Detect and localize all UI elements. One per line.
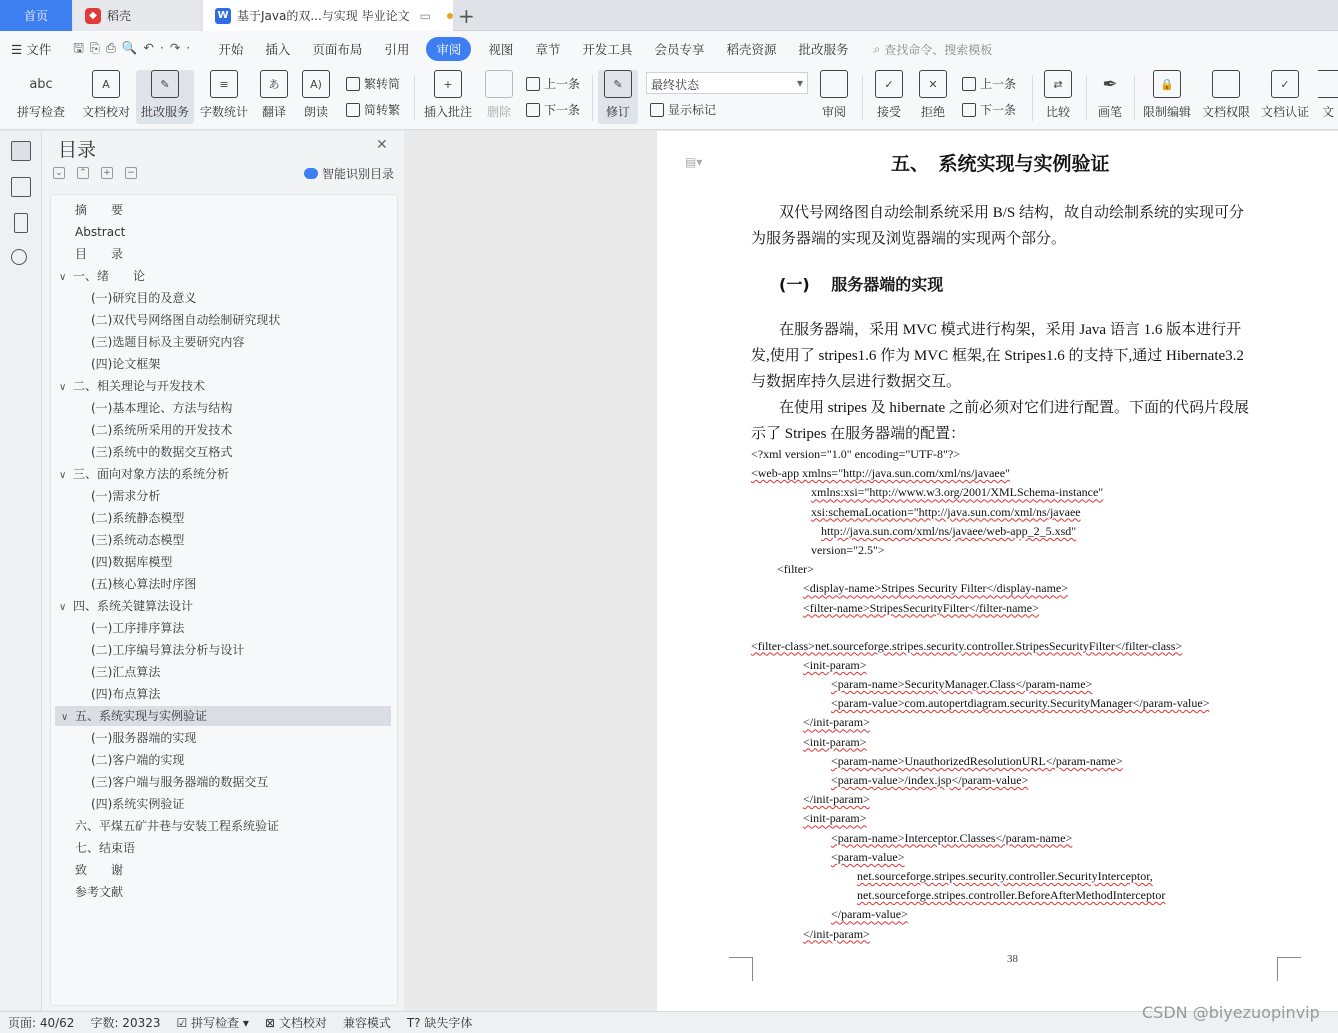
- toc-item[interactable]: [91, 332, 244, 352]
- toc-item[interactable]: [75, 816, 279, 836]
- toc-item-label: (四)布点算法: [91, 687, 161, 701]
- code-line: <init-param>: [803, 657, 867, 672]
- ribbon-divider: [1134, 75, 1135, 121]
- next-comment-icon: [526, 103, 540, 117]
- spell-check-label: 拼写检查: [16, 105, 65, 119]
- read-aloud-label: 朗读: [303, 105, 328, 119]
- trad-simp-icon: [346, 77, 360, 91]
- toc-item-label: (一)需求分析: [91, 489, 161, 503]
- chevron-down-icon[interactable]: ∨: [61, 712, 69, 723]
- review-service-icon: ✎: [151, 70, 179, 98]
- toc-pane: [42, 131, 404, 1011]
- spell-check-status-label: 拼写检查: [191, 1016, 240, 1030]
- command-search[interactable]: [873, 41, 992, 58]
- toc-item[interactable]: [75, 244, 123, 264]
- tab-document-label: 基于Java的双...与实现 毕业论文: [237, 9, 410, 23]
- watermark: CSDN @biyezuopinvip: [1142, 1003, 1320, 1022]
- code-line: xsi:schemaLocation="http://java.sun.com/xml/ns/javaee: [811, 504, 1081, 519]
- toc-item-label: 三、面向对象方法的系统分析: [73, 467, 230, 481]
- prev-change-button[interactable]: [962, 75, 1016, 92]
- insert-comment-button[interactable]: [422, 70, 474, 124]
- paragraph-line: 与数据库持久层进行数据交互。: [751, 374, 962, 390]
- toc-item-label: 一、绪 论: [73, 269, 146, 283]
- toc-item-label: (三)系统中的数据交互格式: [91, 445, 233, 459]
- missing-font-label: 缺失字体: [424, 1016, 473, 1030]
- restrict-edit-label: 限制编辑: [1142, 105, 1191, 119]
- prev-change-label: 上一条: [980, 77, 1017, 91]
- menu-view[interactable]: 视图: [488, 42, 514, 57]
- toc-item-label: 六、平煤五矿井巷与安装工程系统验证: [75, 819, 280, 833]
- menu-file-label: 文件: [26, 42, 52, 57]
- accept-label: 接受: [876, 105, 901, 119]
- menu-review-service[interactable]: 批改服务: [798, 42, 849, 57]
- daoke-logo-icon: ◆: [85, 8, 101, 24]
- ribbon-divider: [1032, 75, 1033, 121]
- ribbon-divider: [1086, 75, 1087, 121]
- remove-level-icon[interactable]: −: [125, 167, 137, 179]
- menu-bar: [0, 31, 1338, 67]
- simp-to-trad-button[interactable]: [346, 101, 400, 118]
- doc-cert-label: 文档认证: [1260, 105, 1309, 119]
- smart-toc-icon: [304, 168, 318, 179]
- toc-item-label: (二)工序编号算法分析与设计: [91, 643, 245, 657]
- tab-home-label: 首页: [23, 9, 48, 23]
- toc-item[interactable]: [91, 486, 160, 506]
- code-line: <filter>: [777, 562, 814, 577]
- code-line: <display-name>Stripes Security Filter</display-name>: [803, 581, 1069, 596]
- compare-button[interactable]: [1038, 70, 1078, 124]
- compat-mode: 兼容模式: [342, 1016, 391, 1030]
- more-icon: [1318, 70, 1338, 98]
- more-label: 文: [1321, 105, 1334, 119]
- page-options-icon[interactable]: ▤▾: [685, 155, 703, 169]
- toc-item[interactable]: [91, 750, 184, 770]
- code-line: <init-param>: [803, 734, 867, 749]
- prev-change-icon: [962, 77, 976, 91]
- toc-item[interactable]: [59, 266, 145, 286]
- tab-daoke-label: 稻壳: [107, 9, 132, 23]
- translate-button[interactable]: [254, 70, 294, 124]
- more-button[interactable]: [1318, 70, 1338, 124]
- unsaved-dot-icon: [447, 13, 453, 19]
- revise-icon: ✎: [604, 70, 632, 98]
- translate-label: 翻译: [261, 105, 286, 119]
- quick-access-icons[interactable]: 🖫⎘⎙🔍↶·↷·: [73, 39, 197, 55]
- toc-item[interactable]: [91, 618, 184, 638]
- spell-check-status[interactable]: ☑ 拼写检查 ▾: [176, 1016, 249, 1030]
- toc-item-label: (三)选题目标及主要研究内容: [91, 335, 245, 349]
- toc-item-label: (一)研究目的及意义: [91, 291, 197, 305]
- page-number: 38: [1007, 953, 1018, 965]
- code-line: <param-value>com.autopertdiagram.security.SecurityManager</param-value>: [831, 696, 1210, 711]
- doc-check-status[interactable]: ⊠ 文档校对: [264, 1016, 327, 1030]
- search-icon: ⌕: [873, 41, 881, 56]
- new-tab-icon[interactable]: +: [458, 4, 475, 28]
- code-line: <init-param>: [803, 811, 867, 826]
- revise-label: 修订: [605, 105, 630, 119]
- prev-comment-button[interactable]: [526, 75, 580, 92]
- doc-cert-icon: ✓: [1271, 70, 1299, 98]
- doc-rights-icon: [1212, 70, 1240, 98]
- reject-label: 拒绝: [920, 105, 945, 119]
- screen-icon[interactable]: ▭: [419, 8, 431, 23]
- code-line: <?xml version="1.0" encoding="UTF-8"?>: [751, 447, 960, 461]
- status-bar: [0, 1011, 1338, 1033]
- delete-comment-label: 删除: [486, 105, 511, 119]
- toc-item-label: (四)系统实例验证: [91, 797, 185, 811]
- toc-item-label: (一)基本理论、方法与结构: [91, 401, 233, 415]
- review-pane-button[interactable]: [814, 70, 854, 124]
- code-line: <filter-name>StripesSecurityFilter</filter-name>: [803, 600, 1039, 615]
- accept-icon: ✓: [875, 70, 903, 98]
- ribbon-divider: [862, 75, 863, 121]
- toc-item-label: (二)系统所采用的开发技术: [91, 423, 233, 437]
- chevron-down-icon: ▾: [796, 76, 803, 90]
- reject-button[interactable]: [914, 70, 952, 124]
- code-line: <web-app xmlns="http://java.sun.com/xml/ns/javaee": [751, 466, 1010, 481]
- code-line: <param-name>SecurityManager.Class</param-name>: [831, 677, 1093, 691]
- search-icon[interactable]: [11, 249, 27, 265]
- paragraph-line: 在使用 stripes 及 hibernate 之前必须对它们进行配置。下面的代码片段展: [779, 400, 1249, 416]
- word-count-indicator[interactable]: 字数: 20323: [90, 1016, 161, 1030]
- code-line: net.sourceforge.stripes.controller.BeforeAfterMethodInterceptor: [857, 888, 1166, 903]
- insert-comment-icon: +: [434, 70, 462, 98]
- insert-comment-label: 插入批注: [423, 105, 472, 119]
- toc-item[interactable]: [75, 200, 123, 220]
- toc-item[interactable]: [75, 222, 125, 242]
- toc-item-label: Abstract: [75, 225, 126, 239]
- code-line: <filter-class>net.sourceforge.stripes.security.controller.StripesSecurityFilter</filter-class>: [751, 638, 1183, 653]
- toc-item-label: (四)数据库模型: [91, 555, 173, 569]
- toc-item[interactable]: [91, 662, 160, 682]
- review-service-label: 批改服务: [140, 105, 189, 119]
- toc-item[interactable]: [55, 706, 391, 726]
- toc-title: 目录: [58, 139, 97, 161]
- toc-item-label: 致 谢: [75, 863, 124, 877]
- code-line: </init-param>: [803, 792, 870, 807]
- paragraph-line: 为服务器端的实现及浏览器端的实现两个部分。: [751, 231, 1067, 247]
- toc-item-label: (三)汇点算法: [91, 665, 161, 679]
- toc-item-label: 四、系统关键算法设计: [73, 599, 194, 613]
- writer-logo-icon: W: [215, 8, 231, 24]
- pen-button[interactable]: [1092, 70, 1128, 124]
- toc-item-label: (四)论文框架: [91, 357, 161, 371]
- restrict-edit-button[interactable]: [1140, 70, 1194, 124]
- toc-item-label: 七、结束语: [75, 841, 136, 855]
- toc-item[interactable]: [91, 310, 280, 330]
- reject-icon: ✕: [919, 70, 947, 98]
- word-count-icon: ≡: [210, 70, 238, 98]
- code-line: version="2.5">: [811, 543, 885, 557]
- toc-item-label: (五)核心算法时序图: [91, 577, 197, 591]
- subsection-heading: (一) 服务器端的实现: [779, 275, 944, 294]
- doc-check-label: 文档校对: [81, 105, 130, 119]
- revise-button[interactable]: [598, 70, 638, 124]
- next-comment-button[interactable]: [526, 101, 580, 118]
- toc-item[interactable]: [91, 530, 184, 550]
- toc-item[interactable]: [91, 794, 184, 814]
- page-indicator[interactable]: 页面: 40/62: [8, 1016, 75, 1030]
- code-line: <param-name>UnauthorizedResolutionURL</param-name>: [831, 753, 1123, 768]
- simp-trad-icon: [346, 103, 360, 117]
- doc-check-icon: A: [92, 70, 120, 98]
- toc-item-label: 摘 要: [75, 203, 124, 217]
- toc-item-label: 五、系统实现与实例验证: [75, 709, 208, 723]
- toc-item[interactable]: [75, 860, 123, 880]
- menu-dev-tools[interactable]: 开发工具: [582, 42, 633, 57]
- paragraph-line: 在服务器端，采用 MVC 模式进行构架，采用 Java 语言 1.6 版本进行开: [779, 322, 1242, 338]
- nav-rail: [0, 131, 42, 1011]
- smart-toc-button[interactable]: [304, 165, 394, 182]
- word-count-label: 字数统计: [199, 105, 248, 119]
- bookmark-icon[interactable]: [14, 213, 28, 233]
- delete-comment-icon: [485, 70, 513, 98]
- doc-cert-button[interactable]: [1258, 70, 1312, 124]
- abc-icon: abc: [29, 76, 53, 92]
- paragraph-line: 发,使用了 stripes1.6 作为 MVC 框架,在 Stripes1.6 的支持下,通过 Hibernate3.2: [751, 348, 1244, 364]
- final-state-select[interactable]: [646, 72, 808, 94]
- toc-item[interactable]: [91, 552, 172, 572]
- show-marks-label: 显示标记: [668, 103, 717, 117]
- menu-start[interactable]: 开始: [218, 42, 244, 57]
- show-marks-button[interactable]: [650, 101, 716, 118]
- section-heading: 五、 系统实现与实例验证: [891, 153, 1110, 175]
- toc-item-label: 参考文献: [75, 885, 124, 899]
- toc-item-label: (一)服务器端的实现: [91, 731, 197, 745]
- close-icon[interactable]: ✕: [376, 137, 388, 153]
- prev-comment-icon: [526, 77, 540, 91]
- next-change-icon: [962, 103, 976, 117]
- toc-item[interactable]: [75, 882, 123, 902]
- pen-label: 画笔: [1097, 105, 1122, 119]
- menu-file[interactable]: ☰ 文件: [11, 42, 52, 57]
- menu-reference[interactable]: 引用: [384, 42, 410, 57]
- code-line: xmlns:xsi="http://www.w3.org/2001/XMLSchema-instance": [811, 485, 1104, 500]
- chevron-down-icon[interactable]: ∨: [59, 272, 67, 283]
- code-line: http://java.sun.com/xml/ns/javaee/web-app_2_5.xsd": [821, 523, 1077, 538]
- doc-rights-button[interactable]: [1200, 70, 1252, 124]
- toc-item[interactable]: [91, 640, 244, 660]
- menu-review[interactable]: 审阅: [426, 37, 471, 61]
- next-comment-label: 下一条: [544, 103, 581, 117]
- show-marks-icon: [650, 103, 664, 117]
- title-bar: [0, 0, 1338, 31]
- toc-item-label: (二)客户端的实现: [91, 753, 185, 767]
- review-pane-icon: [820, 70, 848, 98]
- missing-font-status[interactable]: T? 缺失字体: [406, 1016, 473, 1030]
- chapter-icon[interactable]: [11, 177, 31, 197]
- trad-to-simp-label: 繁转简: [364, 77, 401, 91]
- code-line: <param-name>Interceptor.Classes</param-name>: [831, 830, 1073, 845]
- menu-insert[interactable]: 插入: [265, 42, 291, 57]
- paragraph-line: 双代号网络图自动绘制系统采用 B/S 结构，故自动绘制系统的实现可分: [779, 205, 1245, 221]
- compare-icon: ⇄: [1044, 70, 1072, 98]
- word-count-button[interactable]: [198, 70, 250, 124]
- code-line: </init-param>: [803, 715, 870, 730]
- toc-item[interactable]: [75, 838, 135, 858]
- document-page[interactable]: [657, 131, 1338, 1011]
- expand-up-icon[interactable]: ⌃: [77, 167, 89, 179]
- code-line: net.sourceforge.stripes.security.controller.SecurityInterceptor,: [857, 869, 1153, 883]
- final-state-value: 最终状态: [651, 78, 700, 92]
- toc-item[interactable]: [91, 574, 196, 594]
- code-line: <param-value>/index.jsp</param-value>: [831, 773, 1029, 787]
- translate-icon: あ: [260, 70, 288, 98]
- toc-item[interactable]: [91, 354, 160, 374]
- tab-document[interactable]: [203, 0, 453, 31]
- pen-icon: ✒: [1102, 73, 1118, 95]
- tab-home[interactable]: [0, 0, 72, 31]
- toc-item-label: (一)工序排序算法: [91, 621, 185, 635]
- toc-item[interactable]: [59, 464, 229, 484]
- chevron-down-icon[interactable]: ∨: [59, 470, 67, 481]
- page-corner-mark: [1277, 957, 1301, 981]
- page-corner-mark: [729, 957, 753, 981]
- toc-item-label: (三)系统动态模型: [91, 533, 185, 547]
- toc-item[interactable]: [91, 728, 196, 748]
- toc-item-label: (二)双代号网络图自动绘制研究现状: [91, 313, 281, 327]
- menu-layout[interactable]: 页面布局: [312, 42, 363, 57]
- menu-member[interactable]: 会员专享: [654, 42, 705, 57]
- command-search-label: 查找命令、搜索模板: [884, 42, 993, 57]
- code-line: </init-param>: [803, 926, 870, 941]
- lock-icon: 🔒: [1153, 70, 1181, 98]
- trad-to-simp-button[interactable]: [346, 75, 400, 92]
- toc-item[interactable]: [91, 442, 232, 462]
- toc-list: [50, 194, 398, 1006]
- ribbon-divider: [592, 75, 593, 121]
- chevron-down-icon[interactable]: ∨: [59, 382, 67, 393]
- code-line: <param-value>: [831, 849, 905, 864]
- doc-rights-label: 文档权限: [1201, 105, 1250, 119]
- toc-item[interactable]: [91, 288, 196, 308]
- add-level-icon[interactable]: +: [101, 167, 113, 179]
- delete-comment-button[interactable]: [480, 70, 518, 124]
- next-change-button[interactable]: [962, 101, 1016, 118]
- tab-daoke[interactable]: [73, 0, 201, 31]
- accept-button[interactable]: [870, 70, 908, 124]
- prev-comment-label: 上一条: [544, 77, 581, 91]
- simp-to-trad-label: 简转繁: [364, 103, 401, 117]
- review-pane-label: 审阅: [821, 105, 846, 119]
- paragraph-line: 示了 Stripes 在服务器端的配置：: [751, 426, 966, 442]
- toc-item[interactable]: [59, 596, 193, 616]
- toc-item[interactable]: [91, 420, 232, 440]
- spell-check-button[interactable]: [10, 70, 72, 124]
- toc-item-label: (三)客户端与服务器端的数据交互: [91, 775, 269, 789]
- code-line: </param-value>: [831, 907, 908, 922]
- ribbon: [0, 67, 1338, 130]
- doc-check-button[interactable]: [78, 70, 134, 124]
- chevron-down-icon[interactable]: ∨: [59, 602, 67, 613]
- compare-label: 比较: [1045, 105, 1070, 119]
- read-aloud-icon: A): [302, 70, 330, 98]
- toc-item[interactable]: [91, 684, 160, 704]
- doc-check-status-label: 文档校对: [278, 1016, 327, 1030]
- toc-item-label: 目 录: [75, 247, 124, 261]
- ribbon-divider: [414, 75, 415, 121]
- toc-item[interactable]: [91, 508, 184, 528]
- toc-item[interactable]: [91, 398, 232, 418]
- menu-chapter[interactable]: 章节: [535, 42, 561, 57]
- next-change-label: 下一条: [980, 103, 1017, 117]
- menu-daoke-resources[interactable]: 稻壳资源: [726, 42, 777, 57]
- collapse-all-icon[interactable]: ⌄: [53, 167, 65, 179]
- toc-icon[interactable]: [11, 141, 31, 161]
- review-service-button[interactable]: [136, 70, 194, 124]
- toc-item[interactable]: [91, 772, 268, 792]
- toc-item-label: 二、相关理论与开发技术: [73, 379, 206, 393]
- toc-item-label: (二)系统静态模型: [91, 511, 185, 525]
- read-aloud-button[interactable]: [298, 70, 334, 124]
- toc-item[interactable]: [59, 376, 205, 396]
- smart-toc-label: 智能识别目录: [322, 167, 395, 181]
